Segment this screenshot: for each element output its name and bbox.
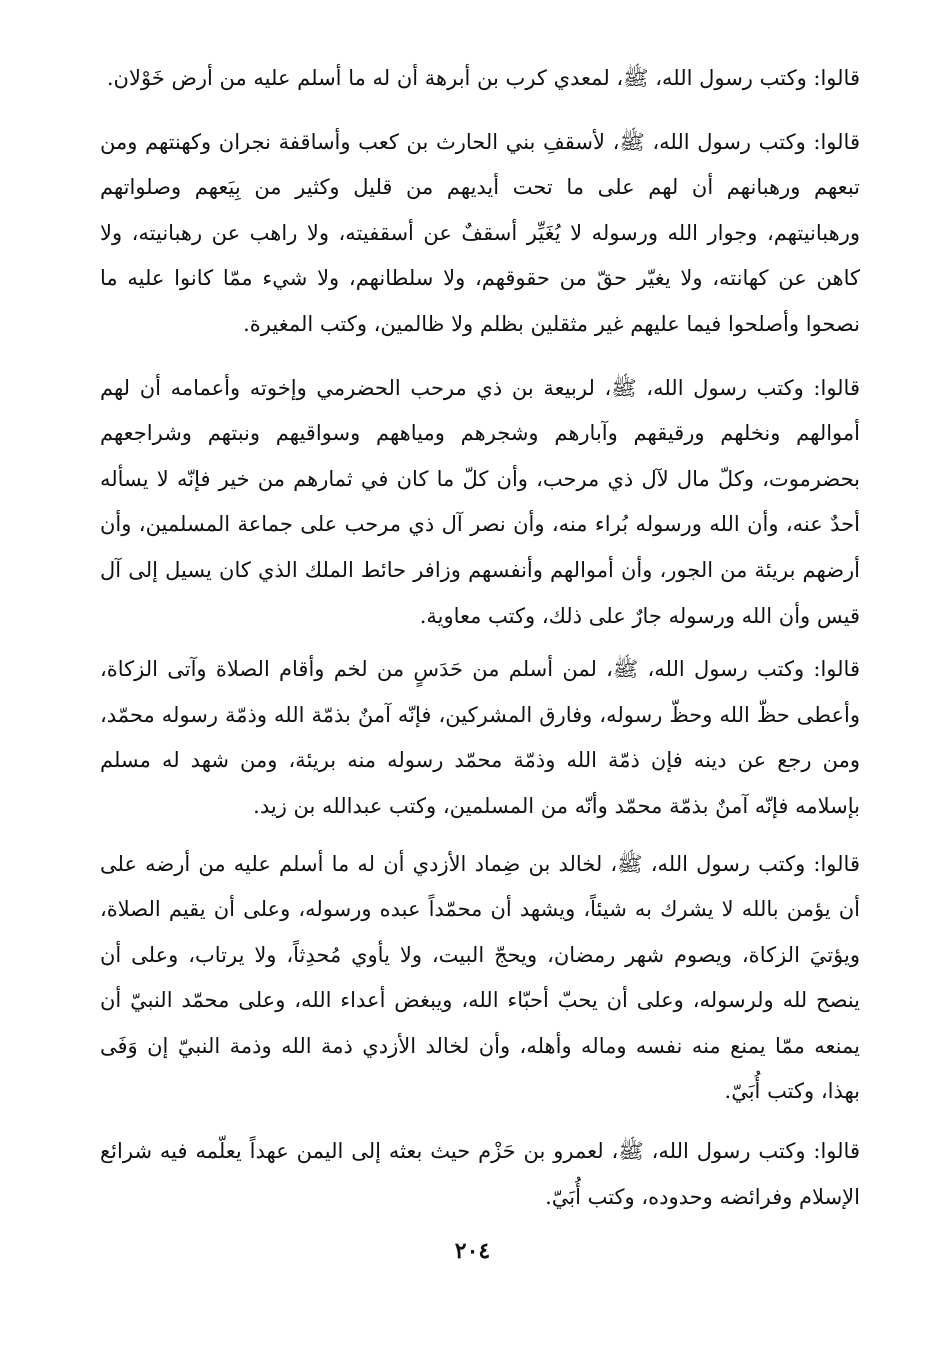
- paragraph-khalid-dimad: قالوا: وكتب رسول الله، ﷺ، لخالد بن ضِماد الأزدي أن له ما أسلم عليه من أرضه على أن يؤمن بالله لا يشرك به شيئاً، ويشهد أن محمّداً عبده ورسوله، وعلى أن يقيم الصلاة، ويؤتيَ الزكاة، ويصوم شهر رمضان، ويحجّ البيت، ولا يأوي مُحدِثاً، ولا يرتاب، وعلى أن ينصح لله ولرسوله، وعلى أن يحبّ أحبّاء الله، ويبغض أعداء الله، وعلى محمّد النبيّ أن يمنعه ممّا يمنع منه نفسه وماله وأهله، وأن لخالد الأزدي ذمة الله وذمة النبيّ إن وَفَى بهذا، وكتب أُبَيّ.: [100, 851, 860, 1104]
- paragraph-amr-hazm: قالوا: وكتب رسول الله، ﷺ، لعمرو بن حَزْم حيث بعثه إلى اليمن عهداً يعلّمه فيه شرائع الإسلام وفرائضه وحدوده، وكتب أُبَيّ.: [100, 1139, 860, 1209]
- paragraph-najran-bishops: قالوا: وكتب رسول الله، ﷺ، لأسقفِ بني الحارث بن كعب وأساقفة نجران وكهنتهم ومن تبعهم ورهبانهم أن لهم على ما تحت أيديهم من قليل وكثير من بِيَعهم وصلواتهم ورهبانيتهم، وجوار الله ورسوله لا يُغَيِّر أسقفٌ عن أسقفيته، ولا راهب عن رهبانيته، ولا كاهن عن كهانته، ولا يغيّر حقّ من حقوقهم، ولا سلطانهم، ولا شيء ممّا كانوا عليه ما نصحوا وأصلحوا فيما عليهم غير مثقلين بظلم ولا ظالمين، وكتب المغيرة.: [100, 129, 860, 336]
- paragraph-hadas-lakhm: قالوا: وكتب رسول الله، ﷺ، لمن أسلم من حَدَسٍ من لخم وأقام الصلاة وآتى الزكاة، وأعطى حظّ الله وحظّ رسوله، وفارق المشركين، فإنّه آمنٌ بذمّة الله وذمّة رسوله محمّد، ومن رجع عن دينه فإن ذمّة الله وذمّة محمّد رسوله منه بريئة، ومن شهد له مسلم بإسلامه فإنّه آمنٌ بذمّة محمّد وأنّه من المسلمين، وكتب عبدالله بن زيد.: [100, 657, 861, 818]
- page-number: ٢٠٤: [454, 1238, 491, 1264]
- page-body: [100, 56, 860, 1220]
- paragraph-rabia-marhab: قالوا: وكتب رسول الله، ﷺ، لربيعة بن ذي مرحب الحضرمي وإخوته وأعمامه أن لهم أموالهم ونخلهم ورقيقهم وآبارهم وشجرهم ومياههم وسواقيهم ونبتهم وشراجعهم بحضرموت، وكلّ مال لآل ذي مرحب، وأن كلّ ما كان في ثمارهم من خير فإنّه لا يسأله أحدٌ عنه، وأن الله ورسوله بُراء منه، وأن نصر آل ذي مرحب على جماعة المسلمين، وأن أرضهم بريئة من الجور، وأن أموالهم وأنفسهم وزافر حائط الملك الذي كان يسيل إلى آل قيس وأن الله ورسوله جارٌ على ذلك، وكتب معاوية.: [100, 375, 860, 628]
- paragraph-maadi-karib: قالوا: وكتب رسول الله، ﷺ، لمعدي كرب بن أبرهة أن له ما أسلم عليه من أرض خَوْلان.: [106, 66, 860, 90]
